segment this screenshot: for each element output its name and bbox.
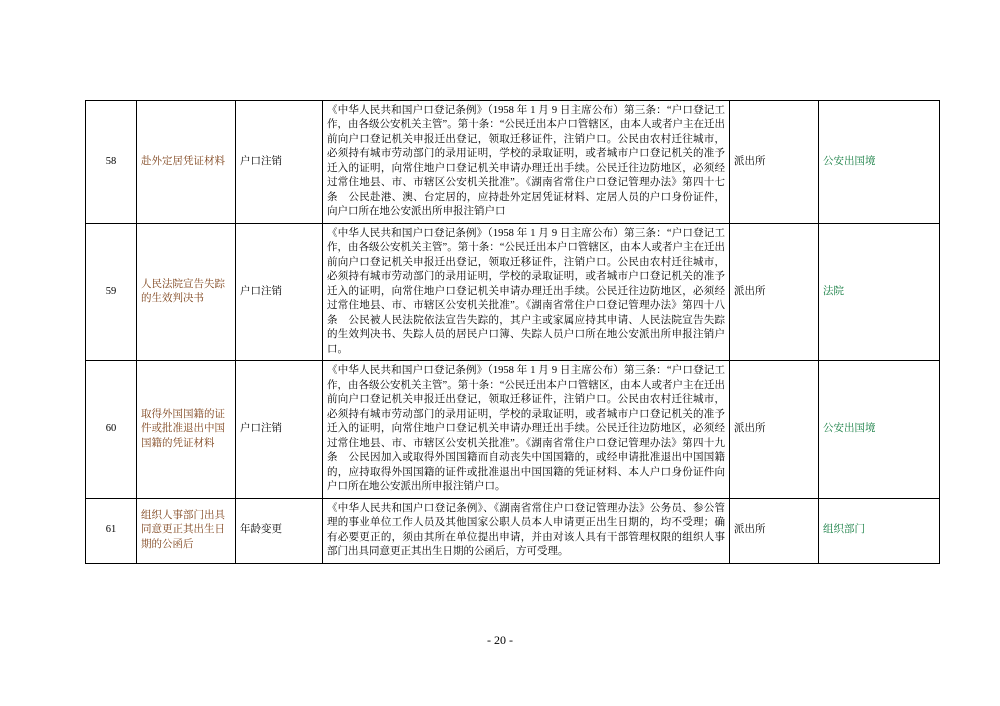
row-business-type: 年龄变更 — [236, 498, 323, 563]
row-handling-org: 派出所 — [730, 101, 819, 224]
row-number: 59 — [86, 223, 137, 360]
page-number: - 20 - — [487, 633, 513, 647]
row-related-dept: 组织部门 — [819, 498, 940, 563]
row-number: 60 — [86, 361, 137, 498]
registration-items-table — [85, 100, 940, 564]
row-item-name: 赴外定居凭证材料 — [137, 101, 236, 224]
table-row — [86, 223, 940, 360]
row-number: 61 — [86, 498, 137, 563]
row-handling-org: 派出所 — [730, 361, 819, 498]
row-legal-basis: 《中华人民共和国户口登记条例》（1958 年 1 月 9 日主席公布）第三条：“户口登记工作，由各级公安机关主管”。第十条：“公民迁出本户口管辖区，由本人或者户主在迁出前向户口登记机关申报迁出登记，领取迁移证件，注销户口。公民由农村迁往城市，必须持有城市劳动部门的录用证明，学校的录取证明，或者城市户口登记机关的准予迁入的证明，向常住地户口登记机关申请办理迁出手续。公民迁往边防地区，必须经过常住地县、市、市辖区公安机关批准”。《湖南省常住户口登记管理办法》第四十七条 公民赴港、澳、台定居的，应持赴外定居凭证材料、定居人员的户口身份证件，向户口所在地公安派出所申报注销户口 — [323, 101, 730, 224]
row-related-dept: 公安出国境 — [819, 101, 940, 224]
row-handling-org: 派出所 — [730, 223, 819, 360]
row-legal-basis: 《中华人民共和国户口登记条例》（1958 年 1 月 9 日主席公布）第三条：“户口登记工作，由各级公安机关主管”。第十条：“公民迁出本户口管辖区，由本人或者户主在迁出前向户口登记机关申报迁出登记，领取迁移证件，注销户口。公民由农村迁往城市，必须持有城市劳动部门的录用证明，学校的录取证明，或者城市户口登记机关的准予迁入的证明，向常住地户口登记机关申请办理迁出手续。公民迁往边防地区，必须经过常住地县、市、市辖区公安机关批准”。《湖南省常住户口登记管理办法》第四十八条 公民被人民法院依法宣告失踪的，其户主或家属应持其申请、人民法院宣告失踪的生效判决书、失踪人员的居民户口簿、失踪人员户口所在地公安派出所申报注销户口。 — [323, 223, 730, 360]
row-business-type: 户口注销 — [236, 361, 323, 498]
table-row — [86, 101, 940, 224]
table-row — [86, 498, 940, 563]
row-item-name: 人民法院宣告失踪的生效判决书 — [137, 223, 236, 360]
row-legal-basis: 《中华人民共和国户口登记条例》、《湖南省常住户口登记管理办法》公务员、参公管理的事业单位工作人员及其他国家公职人员本人申请更正出生日期的，均不受理；确有必要更正的，须由其所在单位提出申请，并由对该人具有干部管理权限的组织人事部门出具同意更正其出生日期的公函后，方可受理。 — [323, 498, 730, 563]
row-legal-basis: 《中华人民共和国户口登记条例》（1958 年 1 月 9 日主席公布）第三条：“户口登记工作，由各级公安机关主管”。第十条：“公民迁出本户口管辖区，由本人或者户主在迁出前向户口登记机关申报迁出登记，领取迁移证件，注销户口。公民由农村迁往城市，必须持有城市劳动部门的录用证明，学校的录取证明，或者城市户口登记机关的准予迁入的证明，向常住地户口登记机关申请办理迁出手续。公民迁往边防地区，必须经过常住地县、市、市辖区公安机关批准”。《湖南省常住户口登记管理办法》第四十九条 公民因加入或取得外国国籍而自动丧失中国国籍的，或经申请批准退出中国国籍的，应持取得外国国籍的证件或批准退出中国国籍的凭证材料、本人户口身份证件向户口所在地公安派出所申报注销户口。 — [323, 361, 730, 498]
table-body — [86, 101, 940, 564]
row-related-dept: 法院 — [819, 223, 940, 360]
row-number: 58 — [86, 101, 137, 224]
row-related-dept: 公安出国境 — [819, 361, 940, 498]
row-business-type: 户口注销 — [236, 223, 323, 360]
row-handling-org: 派出所 — [730, 498, 819, 563]
row-item-name: 组织人事部门出具同意更正其出生日期的公函后 — [137, 498, 236, 563]
table-row — [86, 361, 940, 498]
row-business-type: 户口注销 — [236, 101, 323, 224]
row-item-name: 取得外国国籍的证件或批准退出中国国籍的凭证材料 — [137, 361, 236, 498]
